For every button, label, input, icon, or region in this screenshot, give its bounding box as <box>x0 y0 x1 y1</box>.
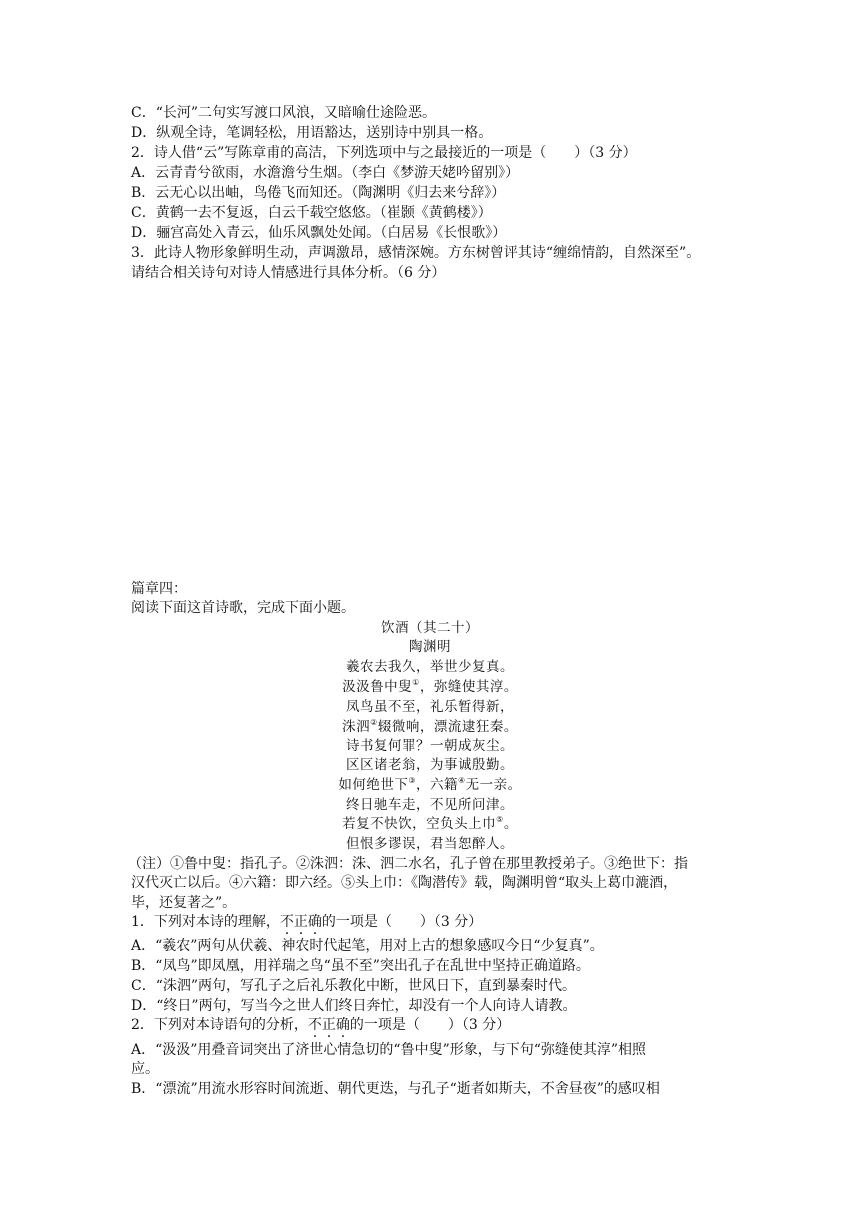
question-3-line: 3．此诗人物形象鲜明生动，声调激昂，感情深婉。方东树曾评其诗“缠绵情韵，自然深至”。 <box>131 245 701 261</box>
note-line: （注）①鲁中叟：指孔子。②洙泗：洙、泗二水名，孔子曾在那里教授弟子。③绝世下：指 <box>128 856 688 872</box>
option-d-line: D．纵观全诗，笔调轻松，用语豁达，送别诗中别具一格。 <box>131 125 493 141</box>
poem-line: 诗书复何罪？一朝成灰尘。 <box>346 738 514 754</box>
footnote-marker: ③ <box>408 776 416 785</box>
poem-line: 羲农去我久，举世少复真。 <box>346 659 514 675</box>
section-heading: 篇章四： <box>131 581 187 597</box>
option-a: A．“羲农”两句从伏羲、神农时代起笔，用对上古的想象感叹今日“少复真”。 <box>131 938 604 954</box>
option-b: B．“漂流”用流水形容时间流逝、朝代更迭，与孔子“逝者如斯夫，不舍昼夜”的感叹相 <box>131 1081 660 1097</box>
section-instruction: 阅读下面这首诗歌，完成下面小题。 <box>131 600 355 616</box>
poem-text: 。 <box>503 816 518 832</box>
option-b: B．“凤鸟”即凤凰，用祥瑞之鸟“虽不至”突出孔子在乱世中坚持正确道路。 <box>131 958 590 974</box>
poem-text: 若复不快饮，空负头上巾 <box>342 816 497 832</box>
poem-text: 汲汲鲁中叟 <box>342 679 413 695</box>
poem-line: 凤鸟虽不至，礼乐暂得新， <box>346 699 514 715</box>
poem-line <box>300 776 560 795</box>
note-line: 汉代灭亡以后。④六籍：即六经。⑤头上巾：《陶潜传》载，陶渊明曾“取头上葛巾漉酒， <box>131 875 678 891</box>
question-1 <box>131 913 741 932</box>
poem-line: 终日驰车走，不见所问津。 <box>346 797 514 813</box>
poem-text: 洙泗 <box>342 719 371 735</box>
option-c-line: C．黄鹤一去不复返，白云千载空悠悠。（崔颢《黄鹤楼》） <box>131 205 492 221</box>
question-2 <box>131 1016 741 1035</box>
poem-author: 陶渊明 <box>409 639 451 655</box>
option-d: D．“终日”两句，写当今之世人们终日奔忙，却没有一个人向诗人请教。 <box>131 998 577 1014</box>
emphasis-char: 正 <box>321 1017 336 1033</box>
poem-text: 无一亲。 <box>465 777 522 793</box>
option-d-line: D．骊宫高处入青云，仙乐风飘处处闻。（白居易《长恨歌》） <box>131 225 507 241</box>
emphasis-char: 不 <box>307 1017 322 1033</box>
option-a-cont: 应。 <box>131 1061 159 1077</box>
emphasis-char: 确 <box>307 914 322 930</box>
option-b-line: B．云无心以出岫，鸟倦飞而知还。（陶渊明《归去来兮辞》） <box>131 185 506 201</box>
footnote-marker: ② <box>370 718 378 727</box>
poem-line <box>300 678 560 697</box>
poem-line: 但恨多谬误，君当恕醉人。 <box>346 836 514 852</box>
poem-text: 辍微响，漂流逮狂秦。 <box>377 719 518 735</box>
option-c-line: C．“长河”二句实写渡口风浪，又暗喻仕途险恶。 <box>131 105 437 121</box>
footnote-marker: ⑤ <box>496 815 504 824</box>
poem-line: 区区诸老翁，为事诚殷勤。 <box>346 757 514 773</box>
question-text: 2．下列对本诗语句的分析， <box>131 1017 308 1033</box>
poem-line <box>300 718 560 737</box>
option-a: A．“汲汲”用叠音词突出了济世心情急切的“鲁中叟”形象，与下句“弥缝使其淳”相照 <box>131 1042 647 1058</box>
footnote-marker: ④ <box>458 776 466 785</box>
question-2-line: 2．诗人借“云”写陈章甫的高洁，下列选项中与之最接近的一项是（ ）（3 分） <box>131 145 637 161</box>
option-a-line: A．云青青兮欲雨，水澹澹兮生烟。（李白《梦游天姥吟留别》） <box>131 165 520 181</box>
note-line: 毕，还复著之”。 <box>131 895 237 911</box>
emphasis-char: 不 <box>279 914 294 930</box>
question-text: 的一项是（ ）（3 分） <box>321 914 483 930</box>
emphasis-char: 正 <box>293 914 308 930</box>
question-3-line-cont: 请结合相关诗句对诗人情感进行具体分析。（6 分） <box>131 265 446 281</box>
option-c: C．“洙泗”两句，写孔子之后礼乐教化中断，世风日下，直到暴秦时代。 <box>131 978 577 994</box>
poem-text: ，弥缝使其淳。 <box>419 679 518 695</box>
poem-title: 饮酒（其二十） <box>381 620 479 636</box>
poem-text: ，六籍 <box>416 777 458 793</box>
poem-line <box>300 815 560 834</box>
footnote-marker: ① <box>412 678 420 687</box>
question-text: 的一项是（ ）（3 分） <box>349 1017 511 1033</box>
question-text: 1．下列对本诗的理解， <box>131 914 280 930</box>
poem-text: 如何绝世下 <box>338 777 409 793</box>
emphasis-char: 确 <box>335 1017 350 1033</box>
